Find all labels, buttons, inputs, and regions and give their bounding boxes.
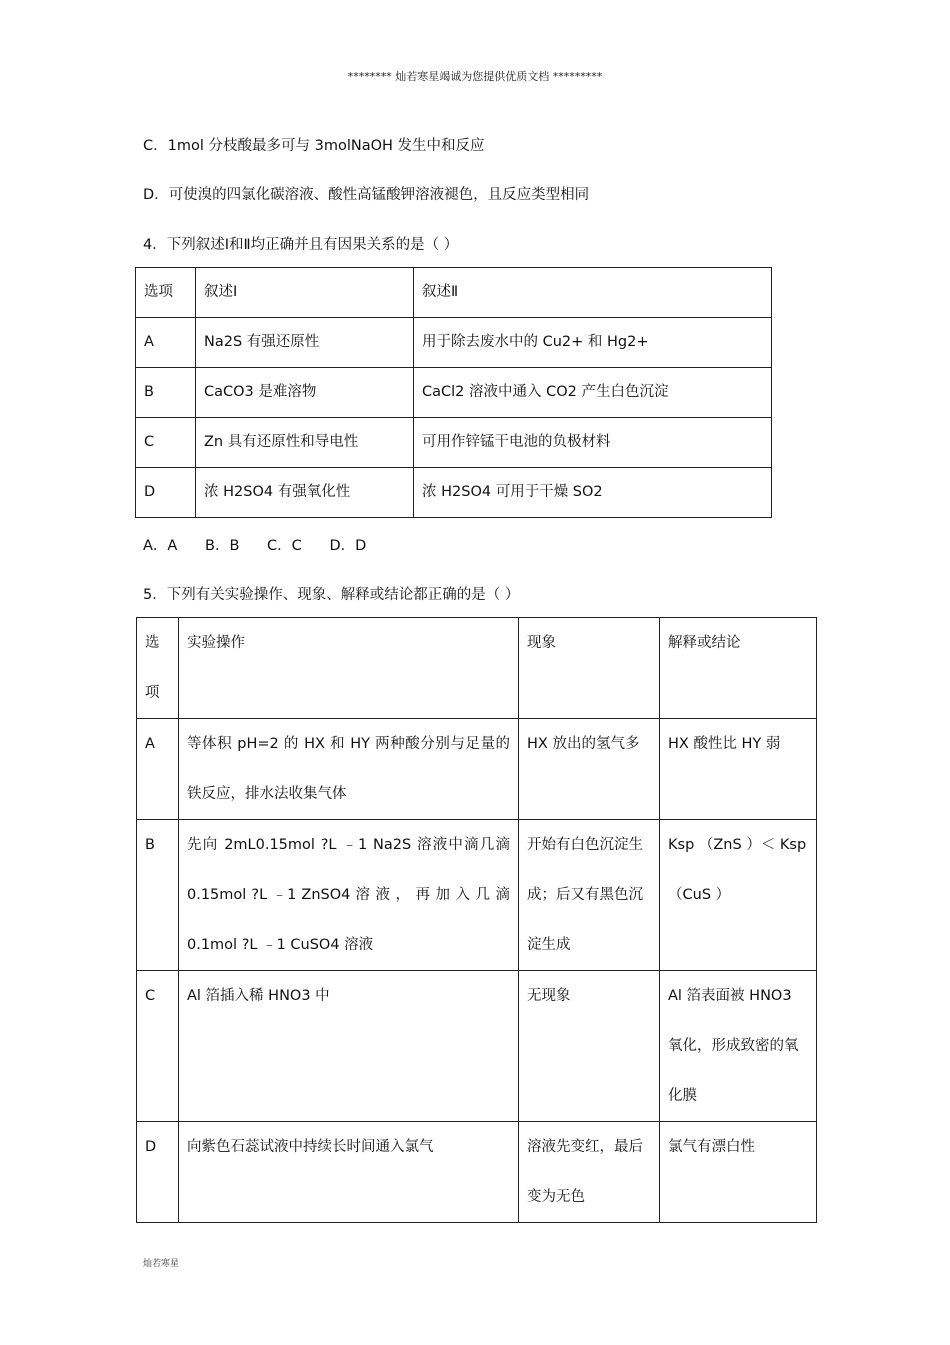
table-header-cell: 选项 xyxy=(136,268,196,318)
table-header-row xyxy=(136,268,772,318)
table-cell: 用于除去废水中的 Cu2+ 和 Hg2+ xyxy=(414,318,772,368)
table-cell: 先向 2mL0.15mol ?L ﹣1 Na2S 溶液中滴几滴 0.15mol ?L ﹣1 ZnSO4 溶 液 ， 再 加 入 几 滴 0.1mol ?L ﹣1 CuSO4 溶液 xyxy=(179,820,519,971)
table-cell: B xyxy=(137,820,179,971)
table-cell: A xyxy=(136,318,196,368)
table-cell: 开始有白色沉淀生成；后又有黑色沉淀生成 xyxy=(519,820,660,971)
table-cell: Ksp （ZnS ）＜ Ksp （CuS ） xyxy=(660,820,817,971)
table-cell: 溶液先变红，最后变为无色 xyxy=(519,1122,660,1223)
option-c-text: C．1mol 分枝酸最多可与 3molNaOH 发生中和反应 xyxy=(143,138,485,154)
question-5-table xyxy=(136,617,817,1223)
table-cell: 等体积 pH=2 的 HX 和 HY 两种酸分别与足量的铁反应，排水法收集气体 xyxy=(179,719,519,820)
table-header-cell: 选 项 xyxy=(137,618,179,719)
table-row xyxy=(136,418,772,468)
table-cell: C xyxy=(137,971,179,1122)
table-cell: HX 放出的氢气多 xyxy=(519,719,660,820)
table-row xyxy=(137,820,817,971)
table-cell: 浓 H2SO4 有强氧化性 xyxy=(196,468,414,518)
table-cell: D xyxy=(137,1122,179,1223)
table-cell: D xyxy=(136,468,196,518)
table-cell: 氯气有漂白性 xyxy=(660,1122,817,1223)
page-footer: 灿若寒星 xyxy=(143,1259,180,1269)
table-cell: 无现象 xyxy=(519,971,660,1122)
table-cell: Al 箔表面被 HNO3 氧化，形成致密的氧化膜 xyxy=(660,971,817,1122)
table-row xyxy=(137,719,817,820)
table-header-row xyxy=(137,618,817,719)
question-4-answers: A．A B．B C．C D．D xyxy=(143,538,367,554)
table-cell: CaCO3 是难溶物 xyxy=(196,368,414,418)
table-cell: CaCl2 溶液中通入 CO2 产生白色沉淀 xyxy=(414,368,772,418)
question-5-stem: 5．下列有关实验操作、现象、解释或结论都正确的是（ ） xyxy=(143,587,520,603)
table-header-cell: 叙述Ⅰ xyxy=(196,268,414,318)
table-cell: A xyxy=(137,719,179,820)
table-cell: 浓 H2SO4 可用于干燥 SO2 xyxy=(414,468,772,518)
table-row xyxy=(136,468,772,518)
table-cell: C xyxy=(136,418,196,468)
table-row xyxy=(137,1122,817,1223)
table-cell: Na2S 有强还原性 xyxy=(196,318,414,368)
table-row xyxy=(136,368,772,418)
table-header-cell: 现象 xyxy=(519,618,660,719)
table-header-cell: 实验操作 xyxy=(179,618,519,719)
table-row xyxy=(136,318,772,368)
table-header-cell: 解释或结论 xyxy=(660,618,817,719)
table-header-cell: 叙述Ⅱ xyxy=(414,268,772,318)
table-cell: Zn 具有还原性和导电性 xyxy=(196,418,414,468)
page-header: ******** 灿若寒星竭诚为您提供优质文档 ********* xyxy=(347,70,603,83)
table-cell: HX 酸性比 HY 弱 xyxy=(660,719,817,820)
table-cell: 向紫色石蕊试液中持续长时间通入氯气 xyxy=(179,1122,519,1223)
table-cell: 可用作锌锰干电池的负极材料 xyxy=(414,418,772,468)
table-cell: B xyxy=(136,368,196,418)
table-cell: Al 箔插入稀 HNO3 中 xyxy=(179,971,519,1122)
question-4-table xyxy=(135,267,772,518)
table-row xyxy=(137,971,817,1122)
option-d-text: D．可使溴的四氯化碳溶液、酸性高锰酸钾溶液褪色，且反应类型相同 xyxy=(143,187,590,203)
question-4-stem: 4．下列叙述Ⅰ和Ⅱ均正确并且有因果关系的是（ ） xyxy=(143,237,459,253)
